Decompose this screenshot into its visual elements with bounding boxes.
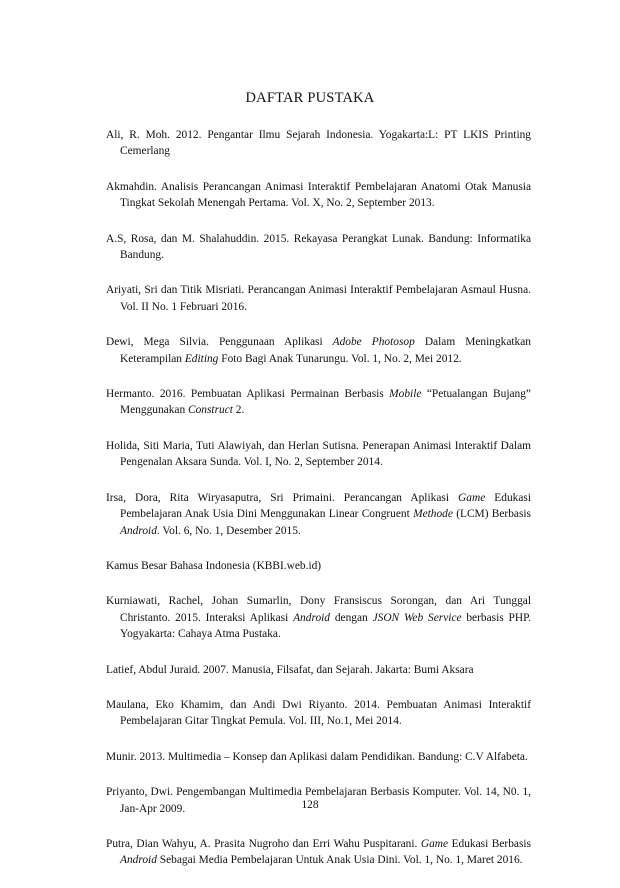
reference-text: Putra, Dian Wahyu, A. Prasita Nugroho dan Erri Wahu Puspitarani. <box>106 837 421 850</box>
reference-text: Ali, R. Moh. 2012. Pengantar Ilmu Sejarah Indonesia. Yogakarta:L: PT LKIS Printing Cemerlang <box>106 129 531 158</box>
reference-text: Dalam Meningkatkan Keterampilan <box>120 336 531 365</box>
reference-text: Ariyati, Sri dan Titik Misriati. Perancangan Animasi Interaktif Pembelajaran Asmaul Husna. Vol. II No. 1 Februari 2016. <box>106 284 531 313</box>
reference-text: dengan <box>330 611 373 624</box>
reference-entry <box>106 231 531 264</box>
italic-text: Game <box>458 491 486 504</box>
reference-text: Akmahdin. Analisis Perancangan Animasi Interaktif Pembelajaran Anatomi Otak Manusia Tingkat Sekolah Menengah Pertama. Vol. X, No. 2, September 2013. <box>106 180 531 210</box>
reference-text: Irsa, Dora, Rita Wiryasaputra, Sri Primaini. Perancangan Aplikasi <box>106 491 459 504</box>
italic-text: Android <box>293 611 331 624</box>
reference-text: A.S, Rosa, dan M. Shalahuddin. 2015. Rekayasa Perangkat Lunak. Bandung: Informatika Bandung. <box>106 232 531 262</box>
reference-entry <box>106 334 531 367</box>
italic-text: Editing <box>184 352 219 365</box>
reference-entry <box>106 662 531 678</box>
italic-text: Android <box>120 524 157 537</box>
reference-entry <box>106 836 531 869</box>
reference-text: berbasis PHP. Yogyakarta: Cahaya Atma Pustaka. <box>120 611 531 641</box>
italic-text: Android <box>120 854 157 867</box>
reference-entry <box>106 749 531 765</box>
italic-text: Game <box>420 837 449 850</box>
italic-text: Adobe Photosop <box>332 336 415 349</box>
reference-entry <box>106 490 531 539</box>
reference-text: Foto Bagi Anak Tunarungu. Vol. 1, No. 2, Mei 2012. <box>218 352 462 365</box>
italic-text: Methode <box>413 508 453 521</box>
reference-text: Hermanto. 2016. Pembuatan Aplikasi Permainan Berbasis <box>106 388 390 401</box>
reference-entry <box>106 593 531 642</box>
reference-entry <box>106 697 531 730</box>
page-number: 128 <box>301 799 319 811</box>
reference-text: Munir. 2013. Multimedia – Konsep dan Aplikasi dalam Pendidikan. Bandung: C.V Alfabeta. <box>106 750 528 763</box>
italic-text: Mobile <box>389 388 422 401</box>
page-title: DAFTAR PUSTAKA <box>245 90 375 106</box>
reference-entry <box>106 282 531 315</box>
reference-text: Dewi, Mega Silvia. Penggunaan Aplikasi <box>106 336 333 349</box>
reference-entry <box>106 558 531 574</box>
reference-text: Edukasi Berbasis <box>448 837 531 850</box>
reference-text: “Petualangan Bujang” Menggunakan <box>120 388 531 417</box>
reference-entry <box>106 386 531 419</box>
reference-text: Priyanto, Dwi. Pengembangan Multimedia Pembelajaran Berbasis Komputer. Vol. 14, N0. 1, Jan-Apr 2009. <box>106 786 531 815</box>
reference-entry <box>106 127 531 160</box>
reference-text: 2. <box>232 404 245 417</box>
reference-text: Edukasi Pembelajaran Anak Usia Dini Menggunakan Linear Congruent <box>120 491 532 521</box>
reference-text: (LCM) Berbasis <box>452 508 531 521</box>
reference-text: Maulana, Eko Khamim, dan Andi Dwi Riyanto. 2014. Pembuatan Animasi Interaktif Pembelajaran Gitar Tingkat Pemula. Vol. III, No.1, Mei 2014. <box>106 698 531 728</box>
italic-text: JSON Web Service <box>372 611 462 624</box>
reference-text: Kamus Besar Bahasa Indonesia (KBBI.web.id) <box>106 559 322 572</box>
reference-entry <box>106 438 531 471</box>
reference-list <box>106 127 531 888</box>
reference-text: Sebagai Media Pembelajaran Untuk Anak Usia Dini. Vol. 1, No. 1, Maret 2016. <box>156 854 523 867</box>
reference-text: Latief, Abdul Juraid. 2007. Manusia, Filsafat, dan Sejarah. Jakarta: Bumi Aksara <box>106 663 474 676</box>
italic-text: Construct <box>188 404 233 417</box>
reference-text: . Vol. 6, No. 1, Desember 2015. <box>156 524 301 537</box>
reference-entry <box>106 179 531 212</box>
reference-text: Holida, Siti Maria, Tuti Alawiyah, dan Herlan Sutisna. Penerapan Animasi Interaktif Dalam Pengenalan Aksara Sunda. Vol. I, No. 2, September 2014. <box>106 439 531 469</box>
reference-text: Kurniawati, Rachel, Johan Sumarlin, Dony Fransiscus Sorongan, dan Ari Tunggal Christanto. 2015. Interaksi Aplikasi <box>106 595 531 624</box>
